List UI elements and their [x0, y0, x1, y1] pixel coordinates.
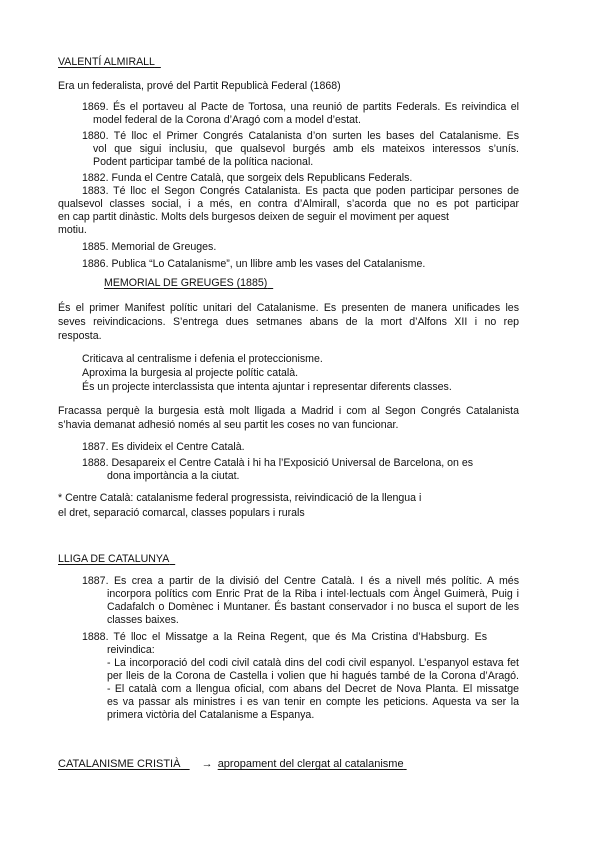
valenti-item-1883-line-2: qualsevol classes social, i a més, en contra d’Almirall, s’acorda que no es pot participar	[58, 198, 519, 210]
valenti-intro: Era un federalista, prové del Partit Republicà Federal (1868)	[58, 80, 341, 92]
valenti-item-1880-line-3: Podent participar també de la política nacional.	[93, 156, 314, 168]
lliga-item-1888-line-1: 1888. Té lloc el Missatge a la Reina Regent, que és Ma Cristina d’Habsburg. Es	[82, 631, 487, 643]
catalanisme-cristia-line	[58, 758, 407, 771]
memorial-item-1888-line-2: dona importància a la ciutat.	[107, 470, 240, 482]
valenti-item-1869-line-1: 1869. És el portaveu al Pacte de Tortosa, una reunió de partits Federals. Es reivindica el	[82, 101, 519, 113]
section-heading-memorial-de-greuges: MEMORIAL DE GREUGES (1885)	[104, 277, 268, 289]
memorial-para1-line-2: seves reivindicacions. S’entrega dues setmanes abans de la mort d’Alfons XII i no rep	[58, 316, 519, 328]
lliga-item-1888-line-3: - La incorporació del codi civil català dins del codi civil espanyol. L’espanyol estava fet	[107, 657, 519, 669]
lliga-item-1888-line-4: per lleis de la Corona de Castella i volien que hi hagués també de la Corona d’Aragó.	[107, 670, 519, 682]
memorial-point-1: Criticava al centralisme i defenia el proteccionisme.	[82, 353, 323, 365]
lliga-item-1888-line-7: primera victòria del Catalanisme a Espanya.	[107, 709, 315, 721]
valenti-item-1880-line-2: vol que sigui inclusiu, que qualsevol burgés amb els mateixos interessos s’unís.	[93, 143, 519, 155]
valenti-item-1882: 1882. Funda el Centre Català, que sorgeix dels Republicans Federals.	[82, 172, 413, 184]
memorial-note-line-1: * Centre Català: catalanisme federal progressista, reivindicació de la llengua i	[58, 492, 422, 504]
valenti-item-1880-line-1: 1880. Té lloc el Primer Congrés Catalanista d’on surten les bases del Catalanisme. Es	[82, 130, 519, 142]
section-heading-lliga-de-catalunya: LLIGA DE CATALUNYA	[58, 553, 170, 565]
lliga-item-1887-line-1: 1887. Es crea a partir de la divisió del Centre Català. I és a nivell més polític. A més	[82, 575, 519, 587]
lliga-item-1888-line-5: - El català com a llengua oficial, com abans del Decret de Nova Planta. El missatge	[107, 683, 519, 695]
valenti-item-1885: 1885. Memorial de Greuges.	[82, 241, 217, 253]
memorial-point-2: Aproxima la burgesia al projecte polític català.	[82, 367, 299, 379]
memorial-point-3: És un projecte interclassista que intenta ajuntar i representar diferents classes.	[82, 381, 452, 393]
catalanisme-cristia-text: apropament del clergat al catalanisme	[217, 758, 404, 770]
memorial-para2-line-2: s’havia demanat adhesió només al seu partit les coses no van funcionar.	[58, 419, 399, 431]
memorial-para1-line-1: És el primer Manifest polític unitari del Catalanisme. Es presenten de manera unificades les	[58, 302, 519, 314]
section-heading-catalanisme-cristia: CATALANISME CRISTIÀ	[58, 758, 181, 770]
memorial-para2-line-1: Fracassa perquè la burgesia està molt lligada a Madrid i com al Segon Congrés Catalanista	[58, 405, 519, 417]
lliga-item-1887-line-2: incorpora polítics com Enric Prat de la Riba i intel·lectuals com Àngel Guimerà, Puig i	[107, 588, 519, 600]
memorial-note-line-2: el dret, separació comarcal, classes populars i rurals	[58, 507, 305, 519]
valenti-item-1883-line-4: motiu.	[58, 224, 87, 236]
memorial-para1-line-3: resposta.	[58, 330, 102, 342]
memorial-item-1887: 1887. Es divideix el Centre Català.	[82, 441, 245, 453]
arrow-right-icon: →	[201, 758, 213, 770]
valenti-item-1883-line-1: 1883. Té lloc el Segon Congrés Catalanista. Es pacta que poden participar persones de	[82, 185, 519, 197]
section-heading-valenti-almirall: VALENTÍ ALMIRALL	[58, 56, 155, 68]
valenti-item-1886: 1886. Publica “Lo Catalanisme”, un llibre amb les vases del Catalanisme.	[82, 258, 426, 270]
valenti-item-1869-line-2: model federal de la Corona d’Aragó com a model d’estat.	[93, 114, 361, 126]
lliga-item-1887-line-3: Cadafalch o Domènec i Muntaner. És bastant conservador i no busca el suport de les	[107, 601, 519, 613]
lliga-item-1887-line-4: classes baixes.	[107, 614, 179, 626]
memorial-item-1888-line-1: 1888. Desapareix el Centre Català i hi ha l’Exposició Universal de Barcelona, on es	[82, 457, 474, 469]
lliga-item-1888-line-2: reivindica:	[107, 644, 155, 656]
lliga-item-1888-line-6: es va passar als ministres i es van tenir en compte les peticions. Aquesta va ser la	[107, 696, 519, 708]
valenti-item-1883-line-3: en cap partit dinàstic. Molts dels burgesos deixen de seguir el moviment per aquest	[58, 211, 450, 223]
